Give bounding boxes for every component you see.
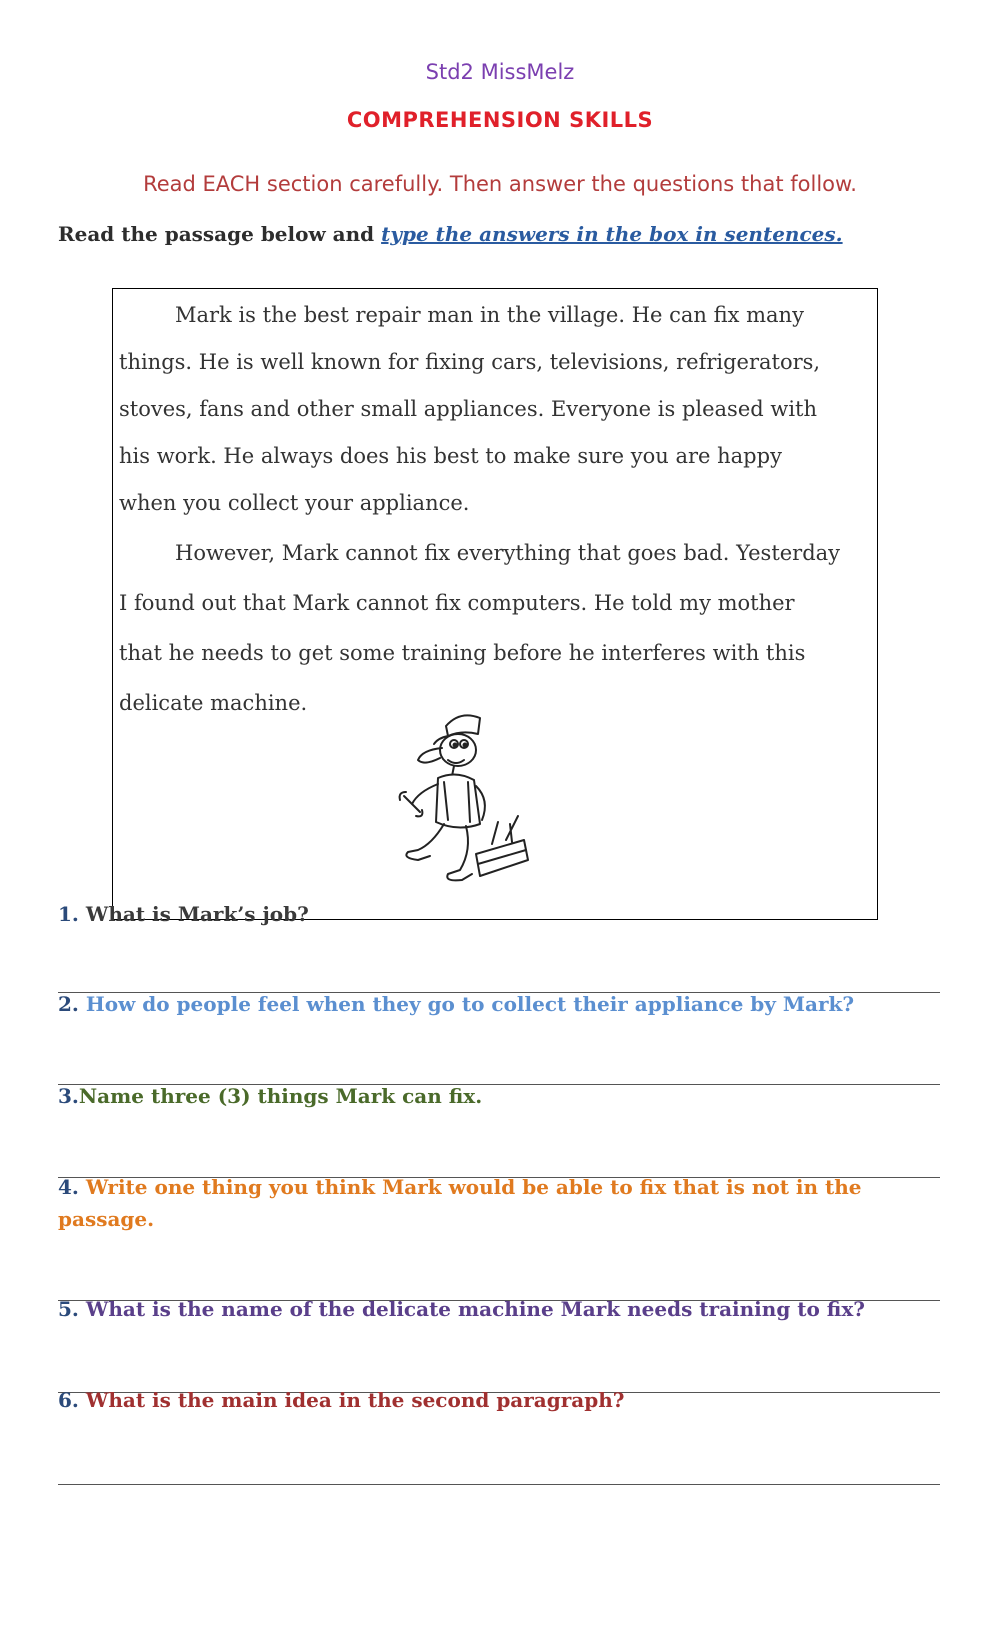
question-number: 5. <box>58 1297 79 1321</box>
passage-line: Mark is the best repair man in the village. He can fix many <box>175 303 804 327</box>
passage-line: when you collect your appliance. <box>119 491 470 515</box>
passage-box <box>112 288 878 920</box>
passage-line: his work. He always does his best to make sure you are happy <box>119 444 782 468</box>
question-text: What is Mark’s job? <box>78 902 309 926</box>
question-number: 3. <box>58 1084 79 1108</box>
question-2 <box>58 988 938 1020</box>
question-4 <box>58 1171 938 1235</box>
answer-line-6[interactable] <box>58 1484 940 1485</box>
question-number: 2. <box>58 992 79 1016</box>
page-title: COMPREHENSION SKILLS <box>346 108 654 132</box>
question-number: 1. <box>58 902 79 926</box>
question-1 <box>58 898 938 930</box>
question-number: 6. <box>58 1388 79 1412</box>
question-text: How do people feel when they go to collect their appliance by Mark? <box>78 992 855 1016</box>
passage-line: However, Mark cannot fix everything that goes bad. Yesterday <box>175 541 841 565</box>
question-text: What is the main idea in the second paragraph? <box>78 1388 625 1412</box>
question-text: Name three (3) things Mark can fix. <box>78 1084 483 1108</box>
author-label: Std2 MissMelz <box>425 60 575 84</box>
instruction-lead: Read the passage below and <box>58 222 375 246</box>
question-5 <box>58 1293 938 1325</box>
instruction <box>58 222 843 246</box>
question-6 <box>58 1384 938 1416</box>
repairman-illustration <box>378 704 538 904</box>
question-number: 4. <box>58 1175 79 1199</box>
question-3 <box>58 1080 938 1112</box>
passage-line: I found out that Mark cannot fix computers. He told my mother <box>119 591 795 615</box>
passage-line: things. He is well known for fixing cars, televisions, refrigerators, <box>119 350 821 374</box>
passage-line: that he needs to get some training before he interferes with this <box>119 641 806 665</box>
passage-line: delicate machine. <box>119 691 308 715</box>
intro-text: Read EACH section carefully. Then answer the questions that follow. <box>143 172 857 196</box>
instruction-emphasis: type the answers in the box in sentences. <box>381 222 843 246</box>
question-text: What is the name of the delicate machine Mark needs training to fix? <box>78 1297 865 1321</box>
question-text: Write one thing you think Mark would be able to fix that is not in the passage. <box>58 1175 862 1231</box>
passage-line: stoves, fans and other small appliances. Everyone is pleased with <box>119 397 818 421</box>
